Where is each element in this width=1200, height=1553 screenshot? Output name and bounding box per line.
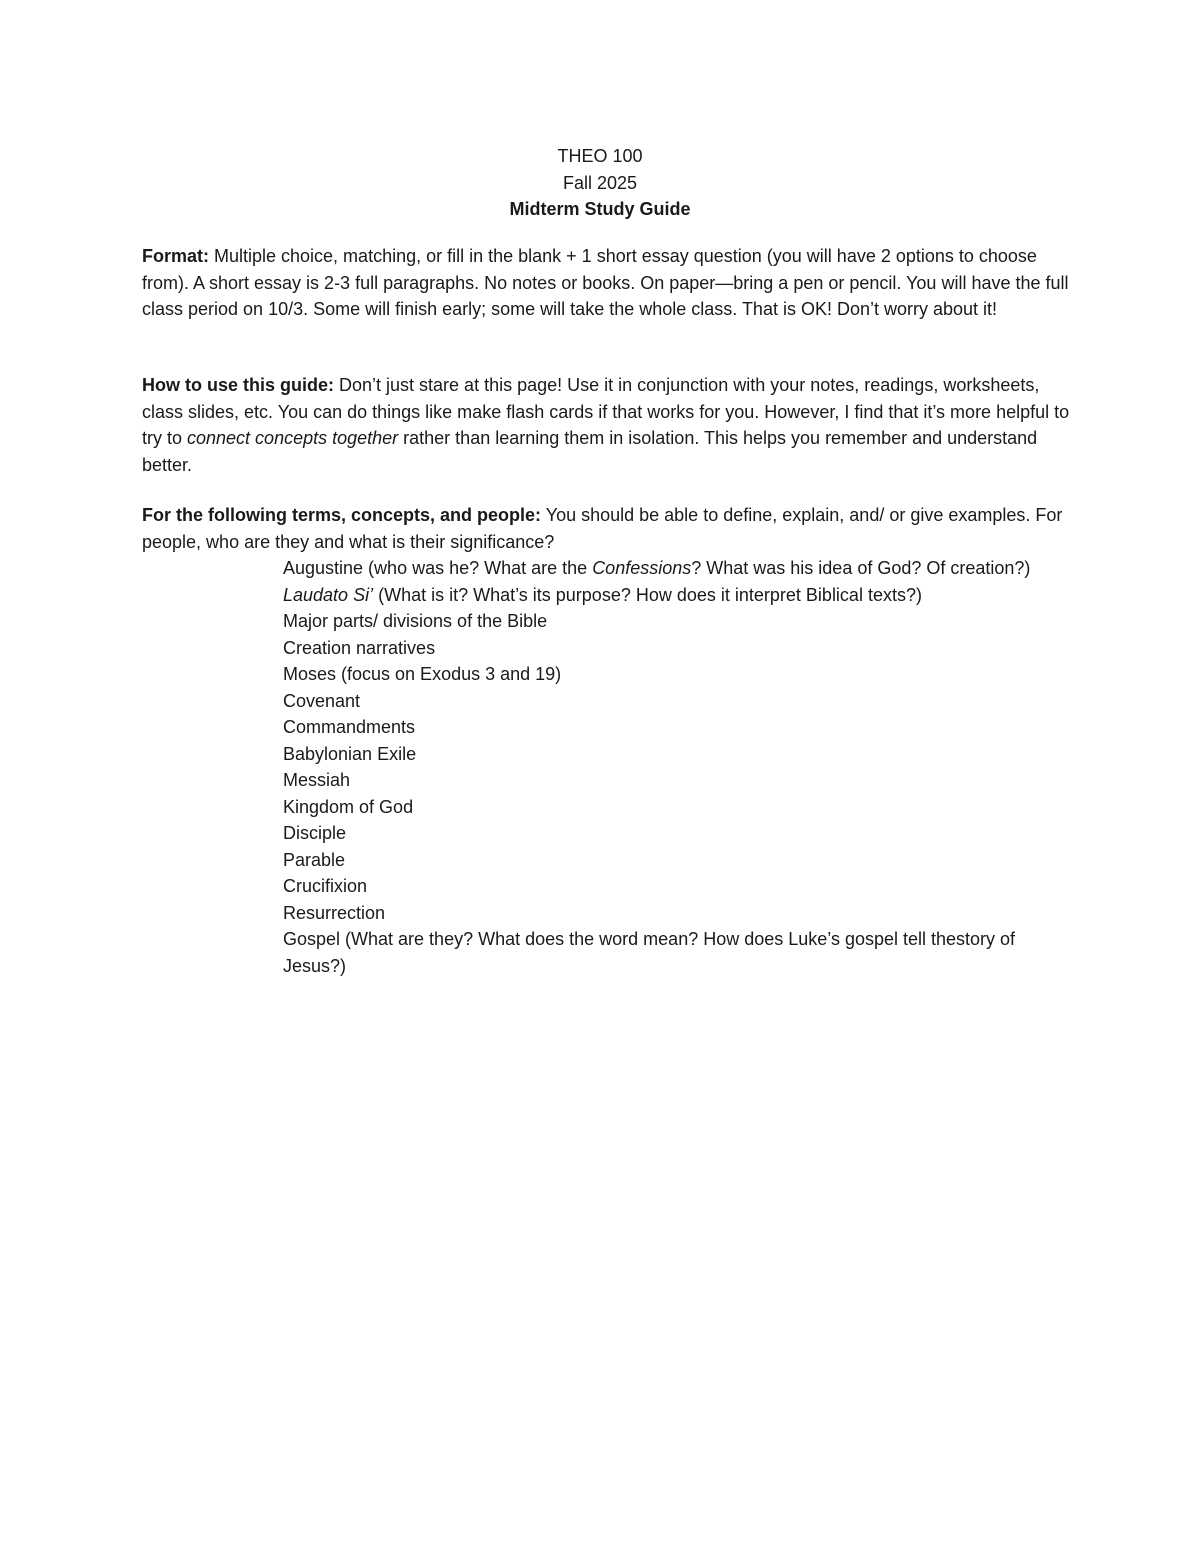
list-item: Resurrection bbox=[283, 902, 386, 923]
how-to-use-label: How to use this guide: bbox=[142, 375, 334, 395]
format-paragraph bbox=[142, 243, 1072, 323]
augustine-text-2: ? What was his idea of God? Of creation?) bbox=[691, 558, 1031, 578]
confessions-title: Confessions bbox=[592, 558, 692, 578]
terms-intro-paragraph bbox=[142, 502, 1072, 555]
list-item: Disciple bbox=[283, 823, 347, 843]
list-item: Parable bbox=[283, 849, 346, 870]
page-title: Midterm Study Guide bbox=[509, 199, 691, 219]
terms-intro-text: You should be able to define, explain, and/ or give examples. For people, who are they and what is their significance? bbox=[142, 505, 1063, 552]
terms-intro-label: For the following terms, concepts, and people: bbox=[142, 505, 542, 525]
how-to-use-paragraph bbox=[142, 372, 1072, 478]
format-label: Format: bbox=[142, 246, 209, 266]
format-text: Multiple choice, matching, or fill in the blank + 1 short essay question (you will have 2 options to choose from). A short essay is 2-3 full paragraphs. No notes or books. On paper—bring a pen or pencil. You will have the full class period on 10/3. Some will finish early; some will take the whole class. That is OK! Don’t worry about it! bbox=[142, 246, 1069, 319]
list-item: Creation narratives bbox=[283, 637, 436, 658]
how-to-use-text-1: Don’t just stare at this page! Use it in conjunction with your notes, readings, worksheets, class slides, etc. You can do things like make flash cards if that works for you. However, I find that it’s more helpful to try to bbox=[142, 375, 1070, 448]
list-item: Kingdom of God bbox=[283, 796, 414, 817]
list-item: Commandments bbox=[283, 717, 416, 737]
semester: Fall 2025 bbox=[562, 172, 638, 193]
augustine-text-1: Augustine (who was he? What are the bbox=[283, 558, 593, 578]
list-item: Babylonian Exile bbox=[283, 743, 417, 764]
list-item-augustine bbox=[283, 555, 1043, 582]
laudato-si-text: (What is it? What’s its purpose? How does it interpret Biblical texts?) bbox=[373, 584, 922, 605]
course-code: THEO 100 bbox=[557, 146, 643, 166]
document-header bbox=[0, 143, 1200, 223]
how-to-use-emphasis: connect concepts together bbox=[187, 428, 399, 448]
list-item: Crucifixion bbox=[283, 876, 368, 896]
list-item-laudato-si bbox=[283, 582, 1043, 609]
list-item: Major parts/ divisions of the Bible bbox=[283, 611, 548, 631]
list-item: Messiah bbox=[283, 770, 351, 790]
how-to-use-text-2: rather than learning them in isolation. This helps you remember and understand better. bbox=[142, 428, 1038, 475]
laudato-si-title: Laudato Si’ bbox=[283, 584, 374, 605]
list-item: Moses (focus on Exodus 3 and 19) bbox=[283, 664, 562, 684]
list-item-gospel: Gospel (What are they? What does the word mean? How does Luke’s gospel tell thestory of Jesus?) bbox=[283, 929, 1016, 976]
list-item: Covenant bbox=[283, 690, 361, 711]
terms-list bbox=[283, 555, 1043, 979]
